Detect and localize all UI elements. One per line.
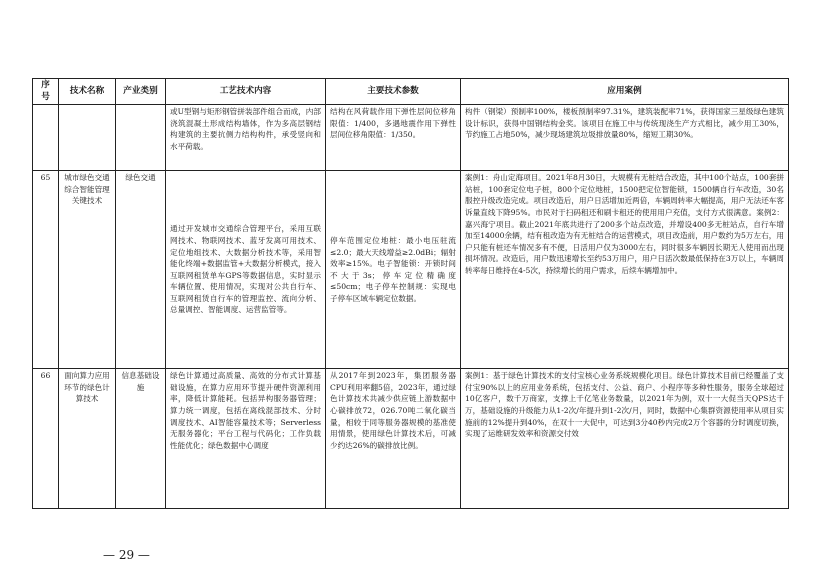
- cell-tech-name: 面向算力应用环节的绿色计算技术: [59, 369, 116, 509]
- cell-process-content: 或U型钢与矩形钢管拼装部件组合而成，内部浇筑混凝土形成结构墙体，作为多高层钢结构建筑的主要抗侧力结构构件，承受竖向和水平荷载。: [166, 105, 326, 171]
- header-category: 产业类别: [116, 79, 166, 105]
- cell-application-cases: 案例1：舟山定海项目。2021年8月30日，大规模有无桩结合改造，其中100个站点，100套拼站桩，100套定位电子桩，800个定位地桩，1500把定位智能锁，1500辆自行车改造，30名服控升级改造完成。项目改造后，用户日活增加近两倍，车辆周转率大幅提高，用户无法还车客诉量直线下降95%。市民对于扫码租还和刷卡租还的使用用户充值，支付方式很满意。案例2：嘉兴海宁项目。截止2021年底共进行了200多个站点改造，并增设400多无桩站点，自行车增加至14000余辆，结有租改造为有无桩结合的运营模式，项目改造前，用户数约为5万左右，用户只能有桩还车情况多有不便，日活用户仅为3000左右，同时很多车辆因长期无人使用而出现损坏情况。改造后，用户数迅速增长至约53万用户，用户日活次数最低保持在3万以上，车辆周转率每日维持在4-5次，持续增长的用户需求，后续车辆增加中。: [461, 171, 789, 369]
- table-row: [33, 369, 789, 509]
- technology-table: [32, 78, 789, 509]
- header-application-cases: 应用案例: [461, 79, 789, 105]
- cell-category: [116, 105, 166, 171]
- table-row: [33, 105, 789, 171]
- cell-process-content: 绿色计算通过高质量、高效的分布式计算基础设施，在算力应用环节提升硬件资源利用率，降低计算能耗。包括异构服务器管理；算力统一调度，包括在离线混部技术、分时调度技术、AI智能容量技术等；Serverless无服务器化；平台工程与代码化；工作负载性能优化；绿色数据中心调度: [166, 369, 326, 509]
- table-row: [33, 171, 789, 369]
- cell-category: 绿色交通: [116, 171, 166, 369]
- header-process-content: 工艺技术内容: [166, 79, 326, 105]
- cell-application-cases: 构件（钢梁）预制率100%，楼板预制率97.31%，建筑装配率71%，获得国家三星级绿色建筑设计标识，获得中国钢结构金奖。该项目在施工中与传统现浇生产方式相比，减少用工30%，节约施工占地50%，减少现场建筑垃圾排放量80%，缩短工期30%。: [461, 105, 789, 171]
- cell-no: 66: [33, 369, 59, 509]
- cell-main-params: 停车范围定位地桩：最小电压驻流≤2.0；最大天线增益≥2.0dBi；辐射效率≥15%。电子智能锁：开锁时间不大于3s；停车定位精确度≤50cm；电子停车控制规：实现电子停车区域车辆定位数据。: [326, 171, 461, 369]
- cell-main-params: 从2017年到2023年，集团服务器CPU利用率翻5倍，2023年，通过绿色计算技术共减少供应链上游数据中心碳排放72，026.70吨二氧化碳当量，相较于同等服务器规模的基准使用情景，使用绿色计算技术后，可减少约达26%的碳排放比例。: [326, 369, 461, 509]
- table-header-row: [33, 79, 789, 105]
- header-no: 序号: [33, 79, 59, 105]
- header-main-params: 主要技术参数: [326, 79, 461, 105]
- page-number: — 29 —: [103, 548, 150, 562]
- cell-main-params: 结构在风荷载作用下弹性层间位移角限值：1/400，多遇地震作用下弹性层间位移角限值：1/350。: [326, 105, 461, 171]
- cell-tech-name: [59, 105, 116, 171]
- cell-no: 65: [33, 171, 59, 369]
- cell-application-cases: 案例1：基于绿色计算技术的支付宝核心业务系统规模化项目。绿色计算技术目前已经覆盖了支付宝90%以上的应用业务系统，包括支付、公益、商户、小程序等多种性服务，服务全球超过10亿客户，数千万商家，支撑上千亿笔业务数量，以2021年为例，双十一大促当天QPS达千万，基础设施的升级能力从1-2次/年提升到1-2次/月，同时，数据中心集群资源使用率从项目实施前的12%提升到40%，在双十一大促中，可达到3分40秒内完成2万个容器的分时调度切换，实现了运维研发效率和资源交付效: [461, 369, 789, 509]
- cell-category: 信息基础设施: [116, 369, 166, 509]
- cell-tech-name: 城市绿色交通综合智能管理关键技术: [59, 171, 116, 369]
- header-tech-name: 技术名称: [59, 79, 116, 105]
- cell-process-content: 通过开发城市交通综合管理平台，采用互联网技术、物联网技术、蓝牙发离可用技术、定位地组技术、大数据分析技术等，采用智能化终端+数据监管+大数据分析模式，接入互联网租赁单车GPS等数据信息，实时显示车辆位置、使用情况，实现对公共自行车、互联网租赁自行车的管理监控、流向分析、总量调控、智能调度、运营监管等。: [166, 171, 326, 369]
- cell-no: [33, 105, 59, 171]
